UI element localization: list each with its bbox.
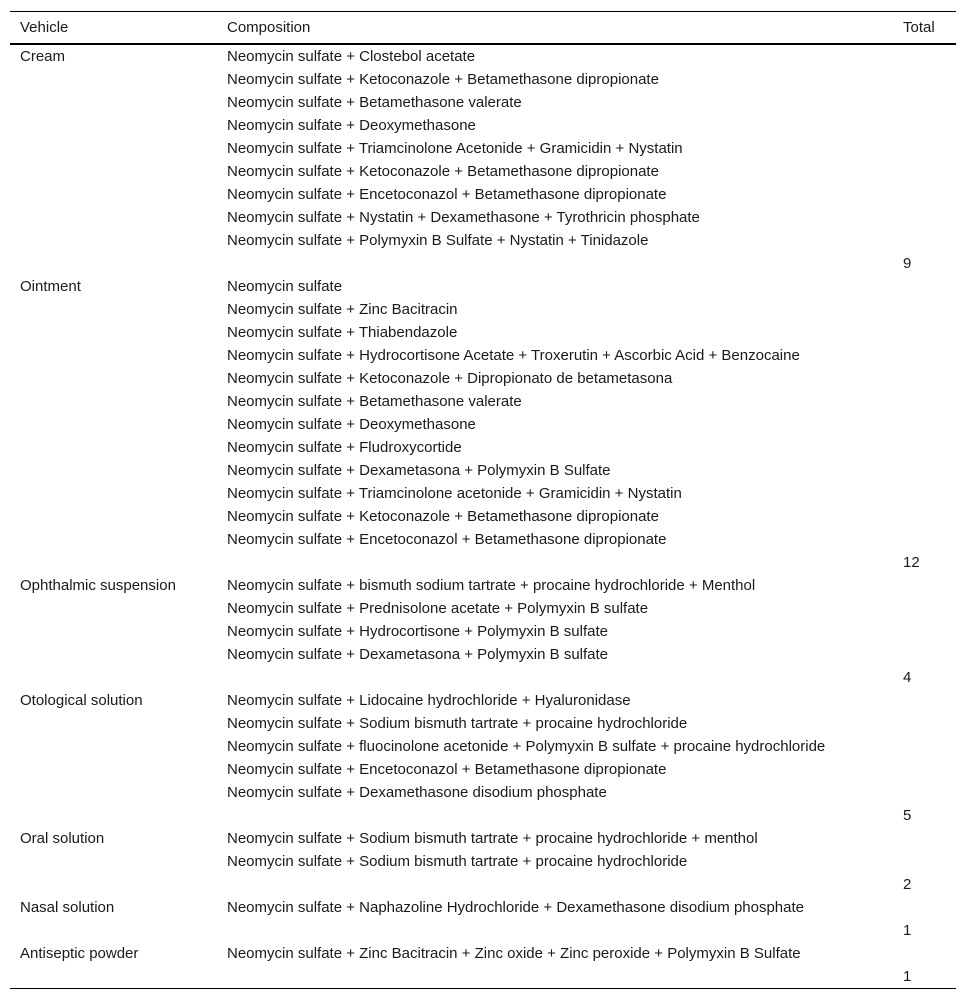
composition-item: Neomycin sulfate + Lidocaine hydrochloride + Hyaluronidase <box>227 692 631 709</box>
composition-item: Neomycin sulfate + Sodium bismuth tartrate + procaine hydrochloride + menthol <box>227 830 758 847</box>
total-cell: 1 <box>903 922 912 939</box>
composition-item: Neomycin sulfate + Encetoconazol + Betamethasone dipropionate <box>227 531 667 548</box>
composition-item: Neomycin sulfate + bismuth sodium tartrate + procaine hydrochloride + Menthol <box>227 577 756 594</box>
composition-item: Neomycin sulfate + Dexametasona + Polymyxin B Sulfate <box>227 462 611 479</box>
table-row-group <box>10 45 956 275</box>
composition-item: Neomycin sulfate + Sodium bismuth tartrate + procaine hydrochloride <box>227 853 688 870</box>
vehicle-cell: Oral solution <box>20 830 105 847</box>
total-cell: 1 <box>903 968 912 985</box>
header-total: Total <box>903 19 935 36</box>
composition-item: Neomycin sulfate + Polymyxin B Sulfate + Nystatin + Tinidazole <box>227 232 649 249</box>
composition-item: Neomycin sulfate + Nystatin + Dexamethasone + Tyrothricin phosphate <box>227 209 700 226</box>
composition-item: Neomycin sulfate + Thiabendazole <box>227 324 458 341</box>
vehicle-cell: Cream <box>20 48 66 65</box>
vehicle-cell: Otological solution <box>20 692 143 709</box>
total-cell: 4 <box>903 669 912 686</box>
composition-list <box>227 275 800 551</box>
composition-item: Neomycin sulfate + Clostebol acetate <box>227 48 476 65</box>
composition-item: Neomycin sulfate + Fludroxycortide <box>227 439 462 456</box>
table-row-group <box>10 689 956 827</box>
vehicle-cell: Ointment <box>20 278 81 295</box>
composition-item: Neomycin sulfate + Sodium bismuth tartrate + procaine hydrochloride <box>227 715 688 732</box>
table-row-group <box>10 574 956 689</box>
composition-item: Neomycin sulfate + Ketoconazole + Betamethasone dipropionate <box>227 508 659 525</box>
vehicle-cell: Antiseptic powder <box>20 945 139 962</box>
table-body <box>10 45 956 988</box>
total-cell: 12 <box>903 554 920 571</box>
composition-item: Neomycin sulfate + Hydrocortisone + Polymyxin B sulfate <box>227 623 608 640</box>
total-cell: 5 <box>903 807 912 824</box>
composition-item: Neomycin sulfate + Deoxymethasone <box>227 416 476 433</box>
table-header <box>10 12 956 45</box>
composition-item: Neomycin sulfate + Triamcinolone Acetonide + Gramicidin + Nystatin <box>227 140 683 157</box>
composition-item: Neomycin sulfate + Dexametasona + Polymyxin B sulfate <box>227 646 609 663</box>
composition-item: Neomycin sulfate + Triamcinolone acetonide + Gramicidin + Nystatin <box>227 485 682 502</box>
composition-item: Neomycin sulfate + Ketoconazole + Betamethasone dipropionate <box>227 163 659 180</box>
composition-list <box>227 827 758 873</box>
table-row-group <box>10 275 956 574</box>
composition-item: Neomycin sulfate + fluocinolone acetonide + Polymyxin B sulfate + procaine hydrochloride <box>227 738 826 755</box>
composition-item: Neomycin sulfate + Betamethasone valerate <box>227 94 522 111</box>
composition-item: Neomycin sulfate + Betamethasone valerate <box>227 393 522 410</box>
composition-item: Neomycin sulfate + Encetoconazol + Betamethasone dipropionate <box>227 186 667 203</box>
composition-table <box>10 11 956 989</box>
composition-list <box>227 896 804 919</box>
composition-list <box>227 574 755 666</box>
composition-item: Neomycin sulfate + Hydrocortisone Acetate + Troxerutin + Ascorbic Acid + Benzocaine <box>227 347 800 364</box>
composition-item: Neomycin sulfate + Deoxymethasone <box>227 117 476 134</box>
total-cell: 2 <box>903 876 912 893</box>
total-cell: 9 <box>903 255 912 272</box>
vehicle-cell: Nasal solution <box>20 899 115 916</box>
composition-item: Neomycin sulfate + Dexamethasone disodium phosphate <box>227 784 607 801</box>
table-row-group <box>10 942 956 988</box>
composition-item: Neomycin sulfate <box>227 278 343 295</box>
composition-list <box>227 689 825 804</box>
header-vehicle: Vehicle <box>20 19 69 36</box>
composition-item: Neomycin sulfate + Encetoconazol + Betamethasone dipropionate <box>227 761 667 778</box>
table-row-group <box>10 896 956 942</box>
composition-item: Neomycin sulfate + Prednisolone acetate + Polymyxin B sulfate <box>227 600 649 617</box>
composition-item: Neomycin sulfate + Zinc Bacitracin <box>227 301 458 318</box>
composition-list <box>227 942 801 965</box>
header-composition: Composition <box>227 19 311 36</box>
composition-item: Neomycin sulfate + Zinc Bacitracin + Zinc oxide + Zinc peroxide + Polymyxin B Sulfate <box>227 945 801 962</box>
composition-list <box>227 45 700 252</box>
composition-item: Neomycin sulfate + Ketoconazole + Betamethasone dipropionate <box>227 71 659 88</box>
table-row-group <box>10 827 956 896</box>
vehicle-cell: Ophthalmic suspension <box>20 577 176 594</box>
composition-item: Neomycin sulfate + Naphazoline Hydrochloride + Dexamethasone disodium phosphate <box>227 899 805 916</box>
composition-item: Neomycin sulfate + Ketoconazole + Dipropionato de betametasona <box>227 370 673 387</box>
